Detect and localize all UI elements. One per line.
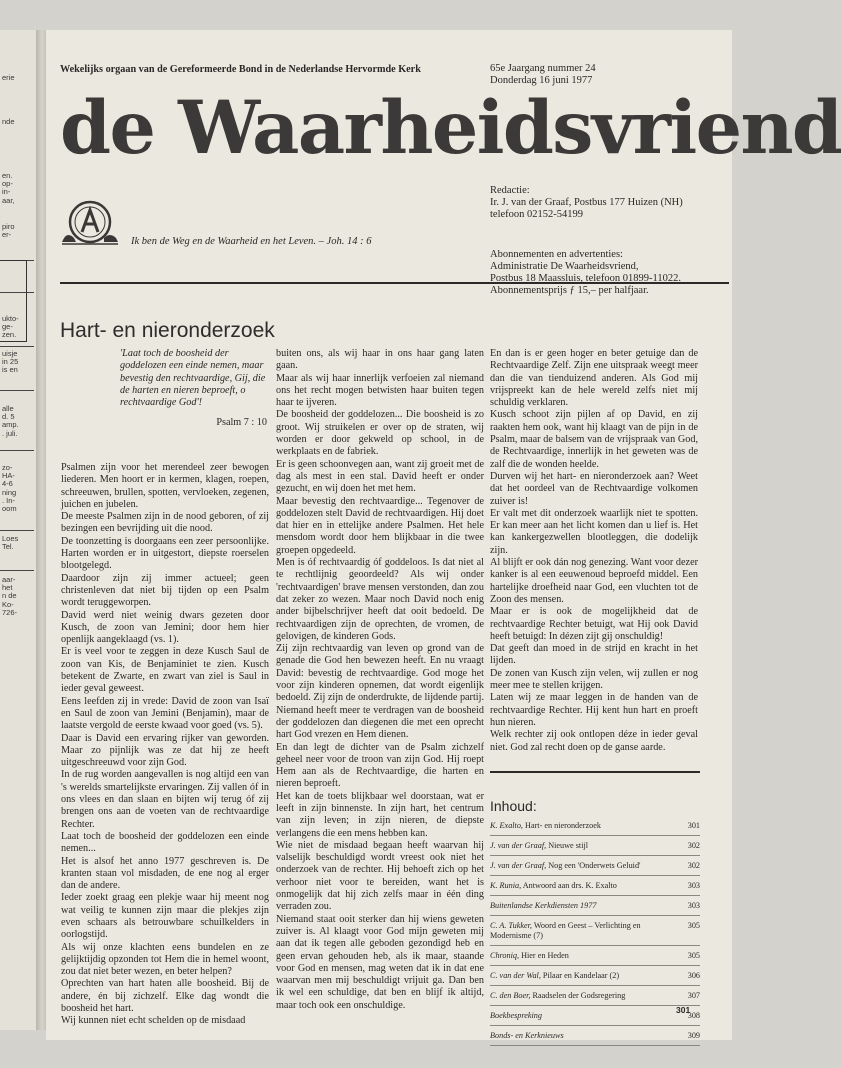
paragraph: Al blijft er ook dán nog genezing. Want voor dezer kanker is al een eeuwenoud beproefd middel. Een hartelijke droefheid naar God, een vluchten tot de Zoon des mensen. bbox=[490, 557, 698, 605]
prev-page-fragment: piro er- bbox=[2, 222, 15, 240]
paragraph: Wie niet de misdaad begaan heeft waarvan hij valselijk beschuldigd wordt vreest ook niet het onderzoek van de rechter. Hij behoeft zich op het verhoor niet voor te bereiden, want het is onmogelijk dat hij zich zelfs maar in één ding verraden zou. bbox=[276, 839, 484, 913]
article-column-3 bbox=[490, 348, 698, 754]
article-headline: Hart- en nieronderzoek bbox=[60, 319, 275, 342]
paragraph: En dan is er geen hoger en beter getuige dan de Rechtvaardige Zelf. Zijn ene uitspraak weegt meer dan die van tienduizend anderen. Als God mij vrijspreekt kan de hele wereld zelfs niet mij schuldig verklaren. bbox=[490, 348, 698, 409]
paragraph: De boosheid der goddelozen... Die boosheid is zo groot. Wij struikelen er over op de straten, wij worden er door gekweld op school, in de werkplaats en de fabriek. bbox=[276, 409, 484, 458]
paragraph: Ieder zoekt graag een plekje waar hij meent nog wat veilig te kunnen zijn maar die plekjes zijn even schaars als betrouwbare schuilkelders in oorlogstijd. bbox=[61, 892, 269, 941]
paragraph: Zij zijn rechtvaardig van leven op grond van de genade die God hen bewezen heeft. En nu vraagt David: bevestig de rechtvaardige. God moge het voor zijn kinderen opnemen, dat wordt eigenlijk bedoeld. Zij zijn de onderdrukte, de lijdende partij. Niemand heeft meer te verdragen van de boosheid der goddelozen dan diegenen die met een oprecht hart God vrezen en Hem dienen. bbox=[276, 643, 484, 741]
contents-item-text bbox=[490, 861, 678, 871]
contents-page: 301 bbox=[687, 821, 700, 830]
contents-item-text bbox=[490, 821, 678, 831]
prev-page-rule bbox=[0, 570, 34, 571]
contents-author: J. van der Graaf, bbox=[490, 861, 547, 870]
prev-page-fragment: en. op- in- aar, bbox=[2, 171, 15, 205]
masthead-title: de Waarheidsvriend bbox=[60, 85, 841, 171]
prev-page-fragment: uisje in 25 is en bbox=[2, 349, 19, 375]
paragraph: Eens leefden zij in vrede: David de zoon van Isaï en Saul de zoon van Jemini (Benjamin), maar de laatste vergold de eerste kwaad voor goed (vs. 5). bbox=[61, 695, 269, 732]
paragraph: Er is geen schoonvegen aan, want zij groeit met de dag als mest in een stal. David heeft er onder gezucht, en wij doen het met hem. bbox=[276, 458, 484, 495]
contents-item bbox=[490, 1026, 700, 1046]
contents-page: 305 bbox=[687, 921, 700, 930]
paragraph: Laat toch de boosheid der goddelozen een einde nemen... bbox=[61, 830, 269, 855]
prev-page-fragment: nde bbox=[2, 117, 15, 126]
redactie-label: Redactie: bbox=[490, 185, 530, 196]
article-column-1 bbox=[61, 462, 269, 1028]
subscription-price: Abonnementsprijs ƒ 15,– per halfjaar. bbox=[490, 285, 649, 296]
prev-page-rule bbox=[0, 450, 34, 451]
contents-item-text bbox=[490, 921, 678, 941]
prev-page-box bbox=[0, 260, 27, 342]
prev-page-rule bbox=[0, 390, 34, 391]
subscription-block bbox=[490, 249, 681, 297]
paragraph: Niemand staat ooit sterker dan hij wiens geweten zuiver is. Al klaagt voor God mijn geweten mij aan dat ik tegen alle geboden gezondigd heb en geen ervan gehouden heb, als ik maar, staande voor God en mensen, mag weten dat ik in dat ene waarvan men mij beschuldigt vrijuit ga. Dan ben ik wel een schuldige, dat ben en blijf ik altijd, maar toch ook een onschuldige. bbox=[276, 913, 484, 1011]
header-rule bbox=[60, 282, 729, 284]
subscription-label: Abonnementen en advertenties: bbox=[490, 249, 623, 260]
contents-item-text bbox=[490, 881, 678, 891]
paragraph: De toonzetting is doorgaans een zeer persoonlijke. Harten worden er in uitgestort, diepste roerselen blootgelegd. bbox=[61, 535, 269, 572]
subscription-address: Postbus 18 Maassluis, telefoon 01899-11022. bbox=[490, 273, 681, 284]
contents-item bbox=[490, 916, 700, 946]
paragraph: Welk rechter zij ook ontlopen déze in ieder geval niet. God zal recht doen op de ganse aarde. bbox=[490, 729, 698, 753]
paragraph: Maar er is ook de mogelijkheid dat de rechtvaardige Rechter betuigt, wat Hij ook David heeft betuigd: In dézen zijt gij onschuldig! bbox=[490, 606, 698, 642]
paragraph: Psalmen zijn voor het merendeel zeer bewogen liederen. Men hoort er in kermen, klagen, roepen, schreeuwen, brullen, spotten, vervloeken, zegenen, juichen en jubelen. bbox=[61, 462, 269, 510]
contents-author: K. Runia, bbox=[490, 881, 522, 890]
contents-title-text: Raadselen der Godsregering bbox=[530, 991, 626, 1000]
paragraph: Daar is David een ervaring rijker van geworden. Maar zo pijnlijk was ze dat hij ze heeft uitgeschreeuwd voor zijn God. bbox=[61, 732, 269, 769]
newspaper-page bbox=[46, 30, 841, 1040]
paragraph: David werd niet weinig dwars gezeten door Kusch, de zoon van Jemini; door hem hier openlijk aangeklaagd (vs. 1). bbox=[61, 609, 269, 646]
contents-title-text: Hart- en nieronderzoek bbox=[522, 821, 601, 830]
contents-item-text bbox=[490, 901, 678, 911]
contents-item bbox=[490, 876, 700, 896]
contents-page: 303 bbox=[687, 901, 700, 910]
paragraph: Dat geeft dan moed in de strijd en kracht in het lijden. bbox=[490, 643, 698, 667]
redactie-phone: telefoon 02152-54199 bbox=[490, 209, 584, 220]
prev-page-rule bbox=[0, 346, 34, 347]
paragraph: Er valt met dit onderzoek waarlijk niet te spotten. Er kan meer aan het licht komen dan u lief is. Het kan kankergezwellen blootleggen, die dodelijk zijn. bbox=[490, 507, 698, 556]
contents-author: K. Exalto, bbox=[490, 821, 523, 830]
contents-author: J. van der Graaf, bbox=[490, 841, 547, 850]
prev-page-fragment: erie bbox=[2, 73, 15, 82]
page-number: 301 bbox=[676, 1005, 691, 1015]
issue-volume: 65e Jaargang nummer 24 bbox=[490, 63, 596, 74]
paragraph: Oprechten van hart haten alle boosheid. Bij de andere, én bij zichzelf. Elke dag wondt die boosheid het hart. bbox=[61, 978, 269, 1015]
motto: Ik ben de Weg en de Waarheid en het Leven. – Joh. 14 : 6 bbox=[131, 236, 372, 247]
paragraph: Men is óf rechtvaardig óf goddeloos. Is dat niet al te rechtlijnig geoordeeld? Als wij onder 'rechtvaardigen' brave mensen verstonden, dan zou dat zeker zo wezen. Maar noch David noch enig ander bijbelschrijver heeft dat ooit bedoeld. De rechtvaardigen zijn de oprechten, de vromen, de gelovigen, de kinderen Gods. bbox=[276, 557, 484, 642]
alpha-omega-emblem-icon bbox=[60, 198, 120, 248]
paragraph: De zonen van Kusch zijn velen, wij zullen er nog meer mee te stellen krijgen. bbox=[490, 667, 698, 692]
contents-page: 309 bbox=[687, 1031, 700, 1040]
contents-item bbox=[490, 836, 700, 856]
paragraph: Durven wij het hart- en nieronderzoek aan? Weet dat het oordeel van de Rechtvaardige volkomen zuiver is! bbox=[490, 470, 698, 507]
paragraph: Maar als wij haar innerlijk verfoeien zal niemand ons het recht mogen betwisten haar buiten tegen haar te ijveren. bbox=[276, 372, 484, 409]
contents-page: 303 bbox=[687, 881, 700, 890]
page-gutter bbox=[36, 30, 46, 1030]
contents-author: Boekbespreking bbox=[490, 1011, 542, 1020]
prev-page-fragment: aar- het n de Ko- 726- bbox=[2, 575, 18, 617]
contents-item bbox=[490, 946, 700, 966]
contents-item-text bbox=[490, 841, 678, 851]
contents-title-text: Hier en Heden bbox=[519, 951, 569, 960]
issue-date: Donderdag 16 juni 1977 bbox=[490, 75, 593, 86]
paragraph: Het is alsof het anno 1977 geschreven is. De kranten staan vol misdaden, de ene nog al erger dan de andere. bbox=[61, 855, 269, 892]
contents-page: 306 bbox=[687, 971, 700, 980]
contents-item-text bbox=[490, 1011, 678, 1021]
contents-title-text: Pilaar en Kandelaar (2) bbox=[540, 971, 620, 980]
paragraph: buiten ons, als wij haar in ons haar gang laten gaan. bbox=[276, 348, 484, 372]
contents-page: 307 bbox=[687, 991, 700, 1000]
contents-title: Inhoud: bbox=[490, 798, 537, 814]
contents-title-text: Nieuwe stijl bbox=[546, 841, 589, 850]
contents-page: 302 bbox=[687, 841, 700, 850]
paragraph: Er is veel voor te zeggen in deze Kusch Saul de zoon van Kis, de Benjaminiet te zien. Kusch betekent de Zwarte, en zwart van ziel is Saul in ieder geval geweest. bbox=[61, 646, 269, 695]
contents-author: C. van der Wal, bbox=[490, 971, 541, 980]
contents-page: 305 bbox=[687, 951, 700, 960]
paragraph: Daardoor zijn zij immer actueel; geen christenleven dat niet bij tijden op een Psalm wordt teruggeworpen. bbox=[61, 572, 269, 609]
prev-page-rule bbox=[0, 530, 34, 531]
contents-item bbox=[490, 966, 700, 986]
epigraph-reference: Psalm 7 : 10 bbox=[216, 417, 267, 428]
contents-title-text: Woord en Geest – Verlichting en Modernisme (7) bbox=[490, 921, 641, 940]
contents-item-text bbox=[490, 991, 678, 1001]
contents-author: C. A. Tukker, bbox=[490, 921, 532, 930]
prev-page-fragment: alle d. 5 amp. . juli. bbox=[2, 404, 19, 438]
contents-author: Bonds- en Kerknieuws bbox=[490, 1031, 564, 1040]
previous-page-strip bbox=[0, 30, 36, 1030]
paragraph: Laten wij ze maar leggen in de handen van de rechtvaardige Rechter. Hij kent hun hart en proeft hun nieren. bbox=[490, 692, 698, 728]
contents-item-text bbox=[490, 951, 678, 961]
redactie-block bbox=[490, 185, 683, 221]
subscription-admin: Administratie De Waarheidsvriend, bbox=[490, 261, 639, 272]
paragraph: Het kan de toets blijkbaar wel doorstaan, wat er leeft in zijn binnenste. In zijn hart, het centrum van zijn leven; in zijn nieren, de diepste verlangens die een mens hebben kan. bbox=[276, 790, 484, 839]
contents-item-text bbox=[490, 971, 678, 981]
paragraph: Kusch schoot zijn pijlen af op David, en zij raakten hem ook, want hij klaagt van de pijn in de Psalm, maar de balsem van de vrijspraak van God, de Rechtvaardige, innerlijk in het geweten was de zalf die de wonden heelde. bbox=[490, 409, 698, 470]
prev-page-fragment: Loes Tel. bbox=[2, 534, 19, 552]
contents-page: 302 bbox=[687, 861, 700, 870]
paragraph: De meeste Psalmen zijn in de nood geboren, of zij bezingen een bevrijding uit die nood. bbox=[61, 511, 269, 535]
article-column-2 bbox=[276, 348, 484, 1012]
contents-list bbox=[490, 816, 700, 1046]
publication-subtitle: Wekelijks orgaan van de Gereformeerde Bond in de Nederlandse Hervormde Kerk bbox=[60, 64, 421, 75]
contents-item-text bbox=[490, 1031, 678, 1041]
contents-item bbox=[490, 986, 700, 1006]
prev-page-fragment: zo- HA- 4-6 ning . In- oom bbox=[2, 463, 17, 514]
paragraph: Als wij onze klachten eens bundelen en ze gelijktijdig opzonden tot Hem die in hemel woont, zou dat niet beter wezen, en beter helpen? bbox=[61, 941, 269, 978]
redactie-address: Ir. J. van der Graaf, Postbus 177 Huizen (NH) bbox=[490, 197, 683, 208]
contents-item bbox=[490, 1006, 700, 1026]
paragraph: Wij kunnen niet echt schelden op de misdaad bbox=[61, 1015, 246, 1027]
contents-author: Chroniq, bbox=[490, 951, 520, 960]
epigraph-quote: 'Laat toch de boosheid der goddelozen een einde nemen, maar bevestig den rechtvaardige, Gij, die de harten en nieren beproeft, o rechtvaardige God'! bbox=[120, 348, 266, 409]
paragraph: In de rug worden aangevallen is nog altijd een van 's werelds smartelijkste ervaringen. Zij vallen óf in ons vlees en dan slaan en bijten wij terug óf zij brengen ons aan de voeten van de rechtvaardige Rechter. bbox=[61, 769, 269, 830]
contents-author: Buitenlandse Kerkdiensten 1977 bbox=[490, 901, 597, 910]
paragraph: Maar bevestig den rechtvaardige... Tegenover de goddelozen stelt David de rechtvaardigen. Hij doet dat hier en in ettelijke andere Psalmen. Het hele mensdom wordt door hem blijkbaar in die twee groepen opgedeeld. bbox=[276, 495, 484, 556]
contents-item bbox=[490, 816, 700, 836]
contents-page: 308 bbox=[687, 1011, 700, 1020]
contents-item bbox=[490, 896, 700, 916]
contents-rule bbox=[490, 771, 700, 773]
paragraph: En dan legt de dichter van de Psalm zichzelf geheel neer voor de troon van zijn God. Hij roept Hem aan als de Rechtvaardige, die harten en nieren beproeft. bbox=[276, 741, 484, 790]
contents-title-text: Antwoord aan drs. K. Exalto bbox=[521, 881, 617, 890]
prev-page-fragment: ukto- ge- zen. bbox=[2, 314, 19, 340]
contents-item bbox=[490, 856, 700, 876]
contents-author: C. den Boer, bbox=[490, 991, 531, 1000]
contents-title-text: Nog een 'Onderwets Geluid' bbox=[546, 861, 641, 870]
